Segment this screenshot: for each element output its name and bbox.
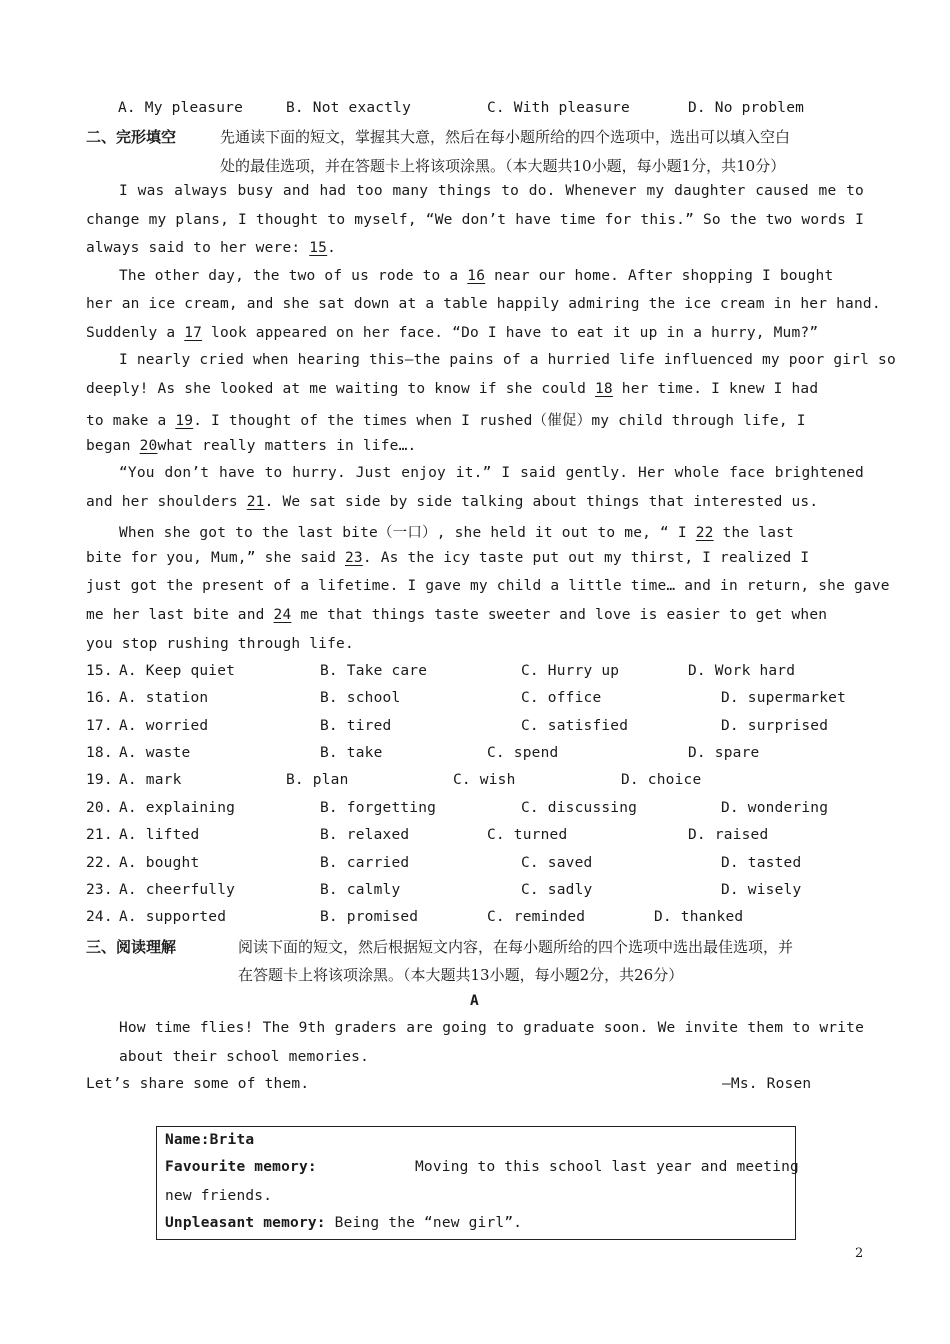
question-option-b: B. relaxed bbox=[320, 827, 410, 843]
question-option-d: D. raised bbox=[688, 827, 769, 843]
blank-19: 19 bbox=[175, 413, 194, 429]
question-option-a: A. bought bbox=[119, 855, 200, 871]
section2-instruction-1: 先通读下面的短文，掌握其大意，然后在每小题所给的四个选项中，选出可以填入空白 bbox=[220, 128, 791, 146]
question-option-c: C. office bbox=[521, 690, 602, 706]
passage-line: Suddenly a 17 look appeared on her face. “Do I have to eat it up in a hurry, Mum?” bbox=[86, 325, 819, 341]
passage-line: and her shoulders 21. We sat side by side talking about things that interested us. bbox=[86, 494, 819, 510]
question-option-a: A. supported bbox=[119, 909, 227, 925]
blank-17: 17 bbox=[184, 325, 203, 341]
question-number: 24. bbox=[86, 909, 113, 925]
option-c: C. With pleasure bbox=[487, 100, 630, 116]
question-option-c: C. reminded bbox=[487, 909, 586, 925]
question-option-b: B. Take care bbox=[320, 663, 428, 679]
passage-line: her an ice cream, and she sat down at a table happily admiring the ice cream in her hand. bbox=[86, 296, 881, 312]
page-number: 2 bbox=[855, 1246, 864, 1261]
passage-line: change my plans, I thought to myself, “We don’t have time for this.” So the two words I bbox=[86, 212, 864, 228]
passage-line: I was always busy and had too many things to do. Whenever my daughter caused me to bbox=[119, 183, 864, 199]
question-option-a: A. waste bbox=[119, 745, 191, 761]
intro-line: How time flies! The 9th graders are going to graduate soon. We invite them to write bbox=[119, 1020, 864, 1036]
section3-instruction-2: 在答题卡上将该项涂黑。（本大题共13小题，每小题2分，共26分） bbox=[238, 966, 684, 984]
passage-line: “You don’t have to hurry. Just enjoy it.” I said gently. Her whole face brightened bbox=[119, 465, 864, 481]
passage-line: When she got to the last bite（一口）, she held it out to me, “ I 22 the last bbox=[119, 525, 794, 541]
question-option-d: D. Work hard bbox=[688, 663, 796, 679]
blank-23: 23 bbox=[344, 550, 363, 566]
question-option-b: B. tired bbox=[320, 718, 392, 734]
question-option-b: B. plan bbox=[286, 772, 349, 788]
question-option-b: B. take bbox=[320, 745, 383, 761]
blank-21: 21 bbox=[246, 494, 265, 510]
question-option-a: A. Keep quiet bbox=[119, 663, 236, 679]
intro-line: about their school memories. bbox=[119, 1049, 370, 1065]
passage-line: began 20what really matters in life…. bbox=[86, 438, 417, 454]
question-number: 17. bbox=[86, 718, 113, 734]
section3-heading: 三、阅读理解 bbox=[86, 938, 177, 956]
blank-16: 16 bbox=[467, 268, 486, 284]
box-unp-label: Unpleasant memory: bbox=[165, 1215, 326, 1231]
question-option-d: D. wisely bbox=[721, 882, 802, 898]
blank-24: 24 bbox=[273, 607, 292, 623]
passage-line: me her last bite and 24 me that things taste sweeter and love is easier to get when bbox=[86, 607, 828, 623]
question-number: 21. bbox=[86, 827, 113, 843]
question-number: 18. bbox=[86, 745, 113, 761]
option-b: B. Not exactly bbox=[286, 100, 412, 116]
option-d: D. No problem bbox=[688, 100, 805, 116]
question-option-c: C. satisfied bbox=[521, 718, 629, 734]
option-a: A. My pleasure bbox=[118, 100, 244, 116]
question-option-c: C. wish bbox=[453, 772, 516, 788]
question-option-d: D. surprised bbox=[721, 718, 829, 734]
box-unpleasant-line bbox=[165, 1215, 522, 1231]
question-number: 15. bbox=[86, 663, 113, 679]
passage-line: to make a 19. I thought of the times when I rushed（催促）my child through life, I bbox=[86, 413, 806, 429]
question-option-a: A. cheerfully bbox=[119, 882, 236, 898]
question-option-b: B. school bbox=[320, 690, 401, 706]
question-option-d: D. spare bbox=[688, 745, 760, 761]
question-number: 20. bbox=[86, 800, 113, 816]
box-fav-text: Moving to this school last year and meeting bbox=[415, 1159, 799, 1175]
question-option-d: D. thanked bbox=[654, 909, 744, 925]
question-option-b: B. promised bbox=[320, 909, 419, 925]
question-option-a: A. explaining bbox=[119, 800, 236, 816]
memory-box bbox=[156, 1126, 799, 1240]
question-option-c: C. turned bbox=[487, 827, 568, 843]
question-option-a: A. lifted bbox=[119, 827, 200, 843]
passage-line: bite for you, Mum,” she said 23. As the icy taste put out my thirst, I realized I bbox=[86, 550, 810, 566]
question-option-d: D. wondering bbox=[721, 800, 829, 816]
question-option-c: C. saved bbox=[521, 855, 593, 871]
section2-heading: 二、完形填空 bbox=[86, 128, 177, 146]
question-option-d: D. supermarket bbox=[721, 690, 847, 706]
question-option-b: B. carried bbox=[320, 855, 410, 871]
question-option-b: B. calmly bbox=[320, 882, 401, 898]
question-option-c: C. spend bbox=[487, 745, 559, 761]
question-option-b: B. forgetting bbox=[320, 800, 437, 816]
signature: —Ms. Rosen bbox=[722, 1076, 812, 1092]
box-fav-text-2: new friends. bbox=[165, 1188, 273, 1204]
question-option-c: C. discussing bbox=[521, 800, 638, 816]
box-unp-text: Being the “new girl”. bbox=[325, 1215, 523, 1231]
blank-22: 22 bbox=[695, 525, 714, 541]
question-option-d: D. choice bbox=[621, 772, 702, 788]
question-number: 19. bbox=[86, 772, 113, 788]
question-number: 23. bbox=[86, 882, 113, 898]
section3-instruction-1: 阅读下面的短文，然后根据短文内容，在每小题所给的四个选项中选出最佳选项，并 bbox=[238, 938, 794, 956]
blank-20: 20 bbox=[139, 438, 158, 454]
question-option-a: A. station bbox=[119, 690, 209, 706]
blank-15: 15 bbox=[309, 240, 328, 256]
question-number: 22. bbox=[86, 855, 113, 871]
box-fav-label: Favourite memory: bbox=[165, 1159, 317, 1175]
box-name: Name:Brita bbox=[165, 1132, 255, 1148]
question-option-c: C. Hurry up bbox=[521, 663, 620, 679]
passage-line: deeply! As she looked at me waiting to know if she could 18 her time. I knew I had bbox=[86, 381, 819, 397]
blank-18: 18 bbox=[595, 381, 613, 397]
passage-line: I nearly cried when hearing this—the pains of a hurried life influenced my poor girl so bbox=[119, 352, 896, 368]
passage-line: The other day, the two of us rode to a 16 near our home. After shopping I bought bbox=[119, 268, 834, 284]
question-option-c: C. sadly bbox=[521, 882, 593, 898]
part-label: A bbox=[470, 993, 479, 1009]
question-option-d: D. tasted bbox=[721, 855, 802, 871]
section2-instruction-2: 处的最佳选项，并在答题卡上将该项涂黑。（本大题共10小题，每小题1分，共10分） bbox=[220, 157, 786, 175]
question-option-a: A. mark bbox=[119, 772, 182, 788]
question-option-a: A. worried bbox=[119, 718, 209, 734]
passage-line: just got the present of a lifetime. I gave my child a little time… and in return, she gave bbox=[86, 578, 890, 594]
question-number: 16. bbox=[86, 690, 113, 706]
passage-line: always said to her were: 15. bbox=[86, 240, 337, 256]
intro-line: Let’s share some of them. bbox=[86, 1076, 310, 1092]
passage-line: you stop rushing through life. bbox=[86, 636, 354, 652]
